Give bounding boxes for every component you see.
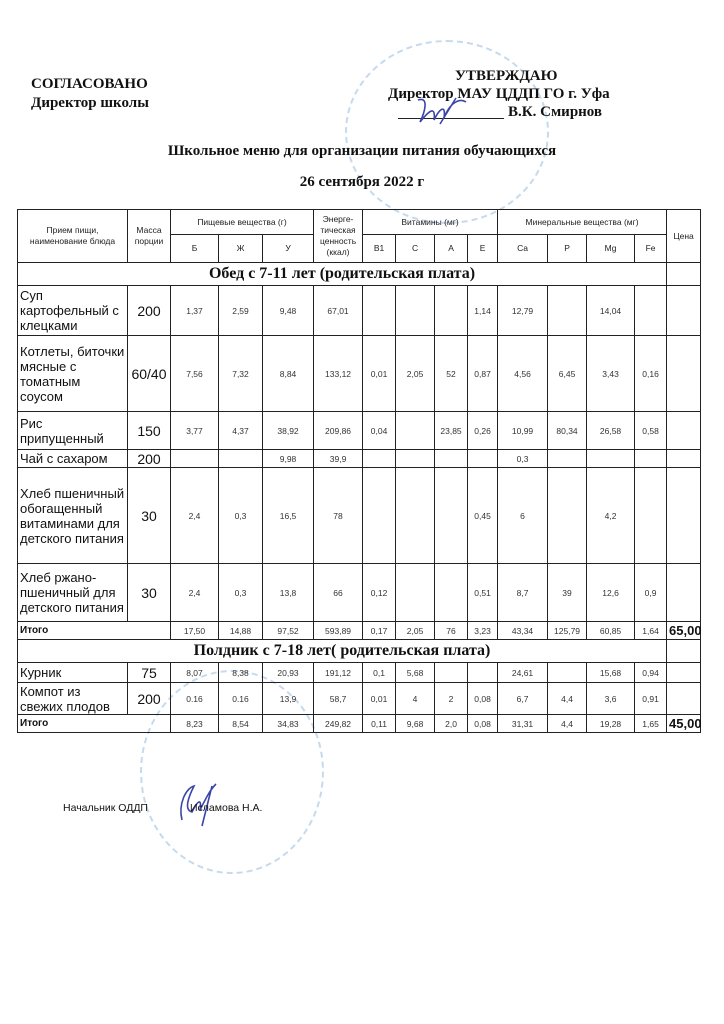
total-b1: 0,11: [363, 715, 396, 733]
value-b: 3,77: [171, 412, 219, 450]
dish-mass: 200: [128, 286, 171, 336]
dish-name: Хлеб ржано-пшеничный для детского питания: [18, 564, 128, 622]
value-p: 80,34: [548, 412, 587, 450]
value-a: [435, 286, 468, 336]
header-fat: Ж: [219, 235, 263, 263]
header-vitamins: Витамины (мг): [363, 210, 498, 235]
director-signature: [410, 94, 470, 128]
footer-name: Исламова Н.А.: [190, 802, 263, 814]
value-mg: 3,6: [587, 683, 635, 715]
value-p: [548, 468, 587, 564]
value-b: 8,07: [171, 663, 219, 683]
value-mg: 15,68: [587, 663, 635, 683]
value-fe: 0,94: [635, 663, 667, 683]
value-energy: 133,12: [314, 336, 363, 412]
total-energy: 593,89: [314, 622, 363, 640]
value-fe: [635, 468, 667, 564]
value-b: 2,4: [171, 468, 219, 564]
value-b: [171, 450, 219, 468]
total-ca: 31,31: [498, 715, 548, 733]
value-c: [396, 286, 435, 336]
total-c: 9,68: [396, 715, 435, 733]
dish-mass: 30: [128, 564, 171, 622]
total-fe: 1,64: [635, 622, 667, 640]
value-fe: 0,16: [635, 336, 667, 412]
value-e: [468, 450, 498, 468]
value-fe: [635, 450, 667, 468]
total-p: 4,4: [548, 715, 587, 733]
total-price: 65,00: [667, 622, 701, 640]
table-header-row: [18, 210, 701, 235]
price-cell: [667, 640, 701, 663]
value-u: 13,9: [263, 683, 314, 715]
table-row: [18, 336, 701, 412]
value-c: 5,68: [396, 663, 435, 683]
header-fe: Fe: [635, 235, 667, 263]
total-row: [18, 715, 701, 733]
value-ca: 0,3: [498, 450, 548, 468]
value-energy: 67,01: [314, 286, 363, 336]
header-energy: Энерге-тическая ценность (ккал): [314, 210, 363, 263]
value-fe: 0,91: [635, 683, 667, 715]
value-zh: 2,59: [219, 286, 263, 336]
total-a: 2,0: [435, 715, 468, 733]
price-cell: [667, 286, 701, 336]
value-b1: 0,12: [363, 564, 396, 622]
value-energy: 58,7: [314, 683, 363, 715]
value-b: 1,37: [171, 286, 219, 336]
dish-name: Рис припущенный: [18, 412, 128, 450]
value-u: 8,84: [263, 336, 314, 412]
value-e: 1,14: [468, 286, 498, 336]
value-u: 13,8: [263, 564, 314, 622]
value-e: [468, 663, 498, 683]
total-b: 17,50: [171, 622, 219, 640]
total-label: Итого: [18, 622, 171, 640]
section-title: Обед с 7-11 лет (родительская плата): [18, 263, 667, 286]
header-protein: Б: [171, 235, 219, 263]
value-zh: 4,37: [219, 412, 263, 450]
value-e: 0,45: [468, 468, 498, 564]
table-row: [18, 412, 701, 450]
value-b1: [363, 286, 396, 336]
header-c: C: [396, 235, 435, 263]
value-ca: 10,99: [498, 412, 548, 450]
value-mg: 26,58: [587, 412, 635, 450]
total-fe: 1,65: [635, 715, 667, 733]
price-cell: [667, 683, 701, 715]
value-b1: 0,04: [363, 412, 396, 450]
value-e: 0,26: [468, 412, 498, 450]
header-meal-name: Прием пищи, наименование блюда: [18, 210, 128, 263]
value-energy: 209,86: [314, 412, 363, 450]
price-cell: [667, 412, 701, 450]
total-mg: 19,28: [587, 715, 635, 733]
total-c: 2,05: [396, 622, 435, 640]
value-p: 39: [548, 564, 587, 622]
header-carbs: У: [263, 235, 314, 263]
total-price: 45,00: [667, 715, 701, 733]
agreed-role: Директор школы: [31, 95, 149, 111]
value-energy: 39,9: [314, 450, 363, 468]
total-zh: 8,54: [219, 715, 263, 733]
total-energy: 249,82: [314, 715, 363, 733]
value-a: [435, 450, 468, 468]
dish-name: Чай с сахаром: [18, 450, 128, 468]
section-title: Полдник с 7-18 лет( родительская плата): [18, 640, 667, 663]
document-date: 26 сентября 2022 г: [299, 174, 425, 190]
value-b: 0.16: [171, 683, 219, 715]
value-fe: 0,9: [635, 564, 667, 622]
value-zh: 0.16: [219, 683, 263, 715]
value-zh: 7,32: [219, 336, 263, 412]
value-ca: 8,7: [498, 564, 548, 622]
value-zh: 0,3: [219, 564, 263, 622]
header-mg: Mg: [587, 235, 635, 263]
dish-name: Суп картофельный с клецками: [18, 286, 128, 336]
header-b1: B1: [363, 235, 396, 263]
total-b1: 0,17: [363, 622, 396, 640]
dish-name: Курник: [18, 663, 128, 683]
value-ca: 24,61: [498, 663, 548, 683]
value-u: 9,48: [263, 286, 314, 336]
value-mg: 14,04: [587, 286, 635, 336]
value-zh: [219, 450, 263, 468]
value-b1: [363, 450, 396, 468]
value-b: 2,4: [171, 564, 219, 622]
value-c: 2,05: [396, 336, 435, 412]
value-fe: 0,58: [635, 412, 667, 450]
table-row: [18, 450, 701, 468]
value-mg: [587, 450, 635, 468]
value-b1: 0,01: [363, 336, 396, 412]
price-cell: [667, 450, 701, 468]
value-u: 16,5: [263, 468, 314, 564]
value-ca: 6: [498, 468, 548, 564]
value-a: [435, 663, 468, 683]
value-energy: 78: [314, 468, 363, 564]
dish-mass: 150: [128, 412, 171, 450]
table-row: [18, 468, 701, 564]
value-a: [435, 468, 468, 564]
value-c: [396, 450, 435, 468]
header-nutrients: Пищевые вещества (г): [171, 210, 314, 235]
dish-mass: 200: [128, 683, 171, 715]
dish-mass: 30: [128, 468, 171, 564]
header-mass: Масса порции: [128, 210, 171, 263]
table-row: [18, 683, 701, 715]
value-p: 6,45: [548, 336, 587, 412]
value-p: 4,4: [548, 683, 587, 715]
value-b1: 0,01: [363, 683, 396, 715]
price-cell: [667, 336, 701, 412]
value-b: 7,56: [171, 336, 219, 412]
value-mg: 4,2: [587, 468, 635, 564]
value-c: [396, 564, 435, 622]
approve-role: Директор МАУ ЦДДП ГО г. Уфа: [388, 86, 610, 102]
value-c: [396, 412, 435, 450]
value-b1: 0,1: [363, 663, 396, 683]
value-u: 9,98: [263, 450, 314, 468]
total-e: 3,23: [468, 622, 498, 640]
section-row: [18, 640, 701, 663]
header-ca: Ca: [498, 235, 548, 263]
total-zh: 14,88: [219, 622, 263, 640]
table-row: [18, 286, 701, 336]
value-c: [396, 468, 435, 564]
value-e: 0,51: [468, 564, 498, 622]
dish-mass: 60/40: [128, 336, 171, 412]
total-mg: 60,85: [587, 622, 635, 640]
total-ca: 43,34: [498, 622, 548, 640]
menu-table: [17, 209, 701, 733]
dish-mass: 200: [128, 450, 171, 468]
value-u: 20,93: [263, 663, 314, 683]
value-zh: 0,3: [219, 468, 263, 564]
value-mg: 3,43: [587, 336, 635, 412]
value-a: 23,85: [435, 412, 468, 450]
dish-name: Хлеб пшеничный обогащенный витаминами для детского питания: [18, 468, 128, 564]
value-p: [548, 663, 587, 683]
value-e: 0,08: [468, 683, 498, 715]
approve-title: УТВЕРЖДАЮ: [455, 68, 558, 84]
value-ca: 6,7: [498, 683, 548, 715]
agreed-title: СОГЛАСОВАНО: [31, 76, 148, 92]
total-a: 76: [435, 622, 468, 640]
value-energy: 191,12: [314, 663, 363, 683]
dish-name: Котлеты, биточки мясные с томатным соусом: [18, 336, 128, 412]
value-a: 2: [435, 683, 468, 715]
value-ca: 12,79: [498, 286, 548, 336]
value-p: [548, 450, 587, 468]
approve-name: В.К. Смирнов: [508, 104, 603, 120]
dish-name: Компот из свежих плодов: [18, 683, 128, 715]
value-zh: 8,38: [219, 663, 263, 683]
total-u: 97,52: [263, 622, 314, 640]
header-price: Цена: [667, 210, 701, 263]
value-a: 52: [435, 336, 468, 412]
header-a: A: [435, 235, 468, 263]
price-cell: [667, 564, 701, 622]
table-row: [18, 564, 701, 622]
total-b: 8,23: [171, 715, 219, 733]
header-e: E: [468, 235, 498, 263]
value-p: [548, 286, 587, 336]
footer-role: Начальник ОДДП: [63, 802, 148, 814]
total-p: 125,79: [548, 622, 587, 640]
total-label: Итого: [18, 715, 171, 733]
value-a: [435, 564, 468, 622]
value-mg: 12,6: [587, 564, 635, 622]
value-c: 4: [396, 683, 435, 715]
table-row: [18, 663, 701, 683]
header-minerals: Минеральные вещества (мг): [498, 210, 667, 235]
total-e: 0,08: [468, 715, 498, 733]
section-row: [18, 263, 701, 286]
value-e: 0,87: [468, 336, 498, 412]
total-row: [18, 622, 701, 640]
dish-mass: 75: [128, 663, 171, 683]
value-energy: 66: [314, 564, 363, 622]
value-ca: 4,56: [498, 336, 548, 412]
document-title: Школьное меню для организации питания обучающихся: [167, 143, 557, 159]
value-fe: [635, 286, 667, 336]
total-u: 34,83: [263, 715, 314, 733]
price-cell: [667, 468, 701, 564]
value-u: 38,92: [263, 412, 314, 450]
value-b1: [363, 468, 396, 564]
price-cell: [667, 663, 701, 683]
price-cell: [667, 263, 701, 286]
header-p: P: [548, 235, 587, 263]
